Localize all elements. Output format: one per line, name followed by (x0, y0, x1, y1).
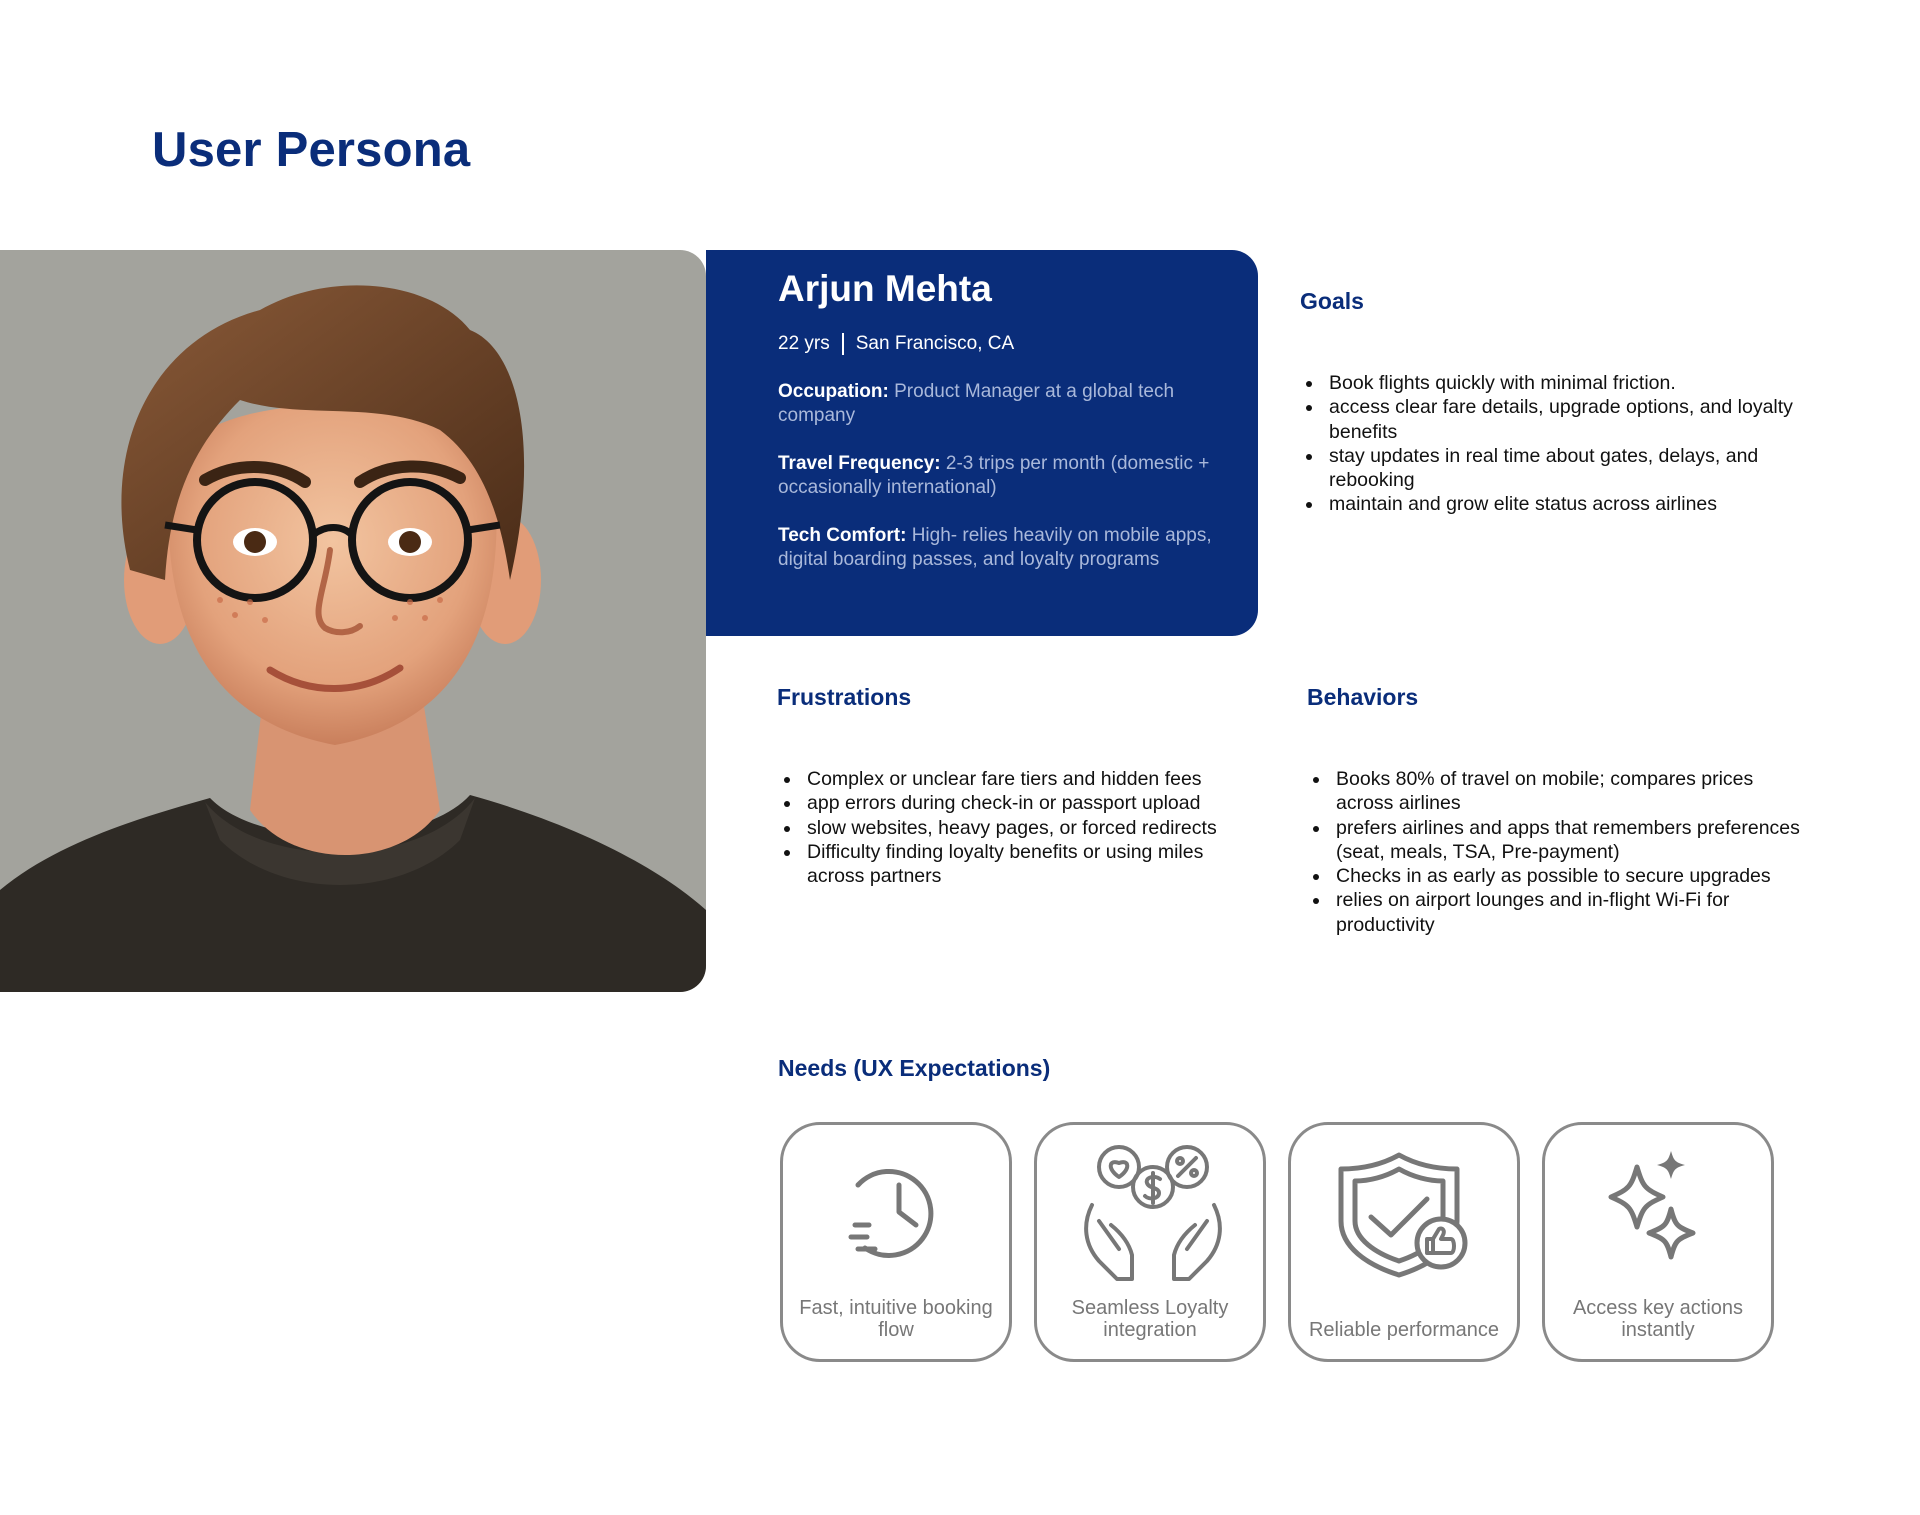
behaviors-list (1307, 767, 1807, 937)
need-label: Access key actions instantly (1572, 1297, 1744, 1341)
need-card-loyalty (1034, 1122, 1266, 1362)
behaviors-title: Behaviors (1307, 684, 1419, 710)
persona-name: Arjun Mehta (778, 268, 992, 309)
list-item: relies on airport lounges and in-flight Wi-Fi for productivity (1307, 888, 1807, 937)
list-item: Difficulty finding loyalty benefits or using miles across partners (778, 840, 1258, 889)
need-label: Fast, intuitive booking flow (799, 1297, 993, 1341)
goals-list (1300, 371, 1800, 517)
list-item: maintain and grow elite status across airlines (1300, 492, 1800, 516)
persona-location: San Francisco, CA (855, 333, 1015, 354)
list-item: access clear fare details, upgrade options, and loyalty benefits (1300, 395, 1800, 444)
travel-frequency-value: 2-3 trips per month (domestic + occasionally international) (778, 453, 1210, 498)
need-card-booking (780, 1122, 1012, 1362)
list-item: stay updates in real time about gates, delays, and rebooking (1300, 444, 1800, 493)
list-item: prefers airlines and apps that remembers preferences (seat, meals, TSA, Pre-payment) (1307, 816, 1807, 865)
goals-title: Goals (1300, 288, 1364, 314)
avatar-illustration (0, 250, 706, 992)
occupation-label: Occupation: (778, 381, 889, 402)
travel-frequency-row (778, 452, 1218, 500)
list-item: Complex or unclear fare tiers and hidden fees (778, 767, 1258, 791)
list-item: Books 80% of travel on mobile; compares prices across airlines (1307, 767, 1807, 816)
meta-divider (842, 333, 844, 355)
persona-photo (0, 250, 706, 992)
persona-age: 22 yrs (778, 333, 830, 354)
occupation-value: Product Manager at a global tech company (778, 381, 1175, 426)
tech-comfort-label: Tech Comfort: (778, 525, 907, 546)
need-label: Seamless Loyalty integration (1071, 1297, 1229, 1341)
occupation-row (778, 380, 1218, 428)
list-item: slow websites, heavy pages, or forced redirects (778, 816, 1258, 840)
tech-comfort-value: High- relies heavily on mobile apps, digital boarding passes, and loyalty programs (778, 525, 1212, 570)
persona-meta (778, 332, 1218, 356)
need-card-performance (1288, 1122, 1520, 1362)
need-label: Reliable performance (1308, 1319, 1500, 1341)
page-title: User Persona (152, 123, 471, 177)
list-item: Book flights quickly with minimal friction. (1300, 371, 1800, 395)
list-item: app errors during check-in or passport upload (778, 791, 1258, 815)
list-item: Checks in as early as possible to secure upgrades (1307, 864, 1807, 888)
needs-title: Needs (UX Expectations) (778, 1055, 1051, 1081)
tech-comfort-row (778, 524, 1218, 572)
travel-frequency-label: Travel Frequency: (778, 453, 941, 474)
frustrations-list (778, 767, 1258, 888)
persona-info-card (706, 250, 1258, 636)
need-card-actions (1542, 1122, 1774, 1362)
frustrations-title: Frustrations (777, 684, 912, 710)
